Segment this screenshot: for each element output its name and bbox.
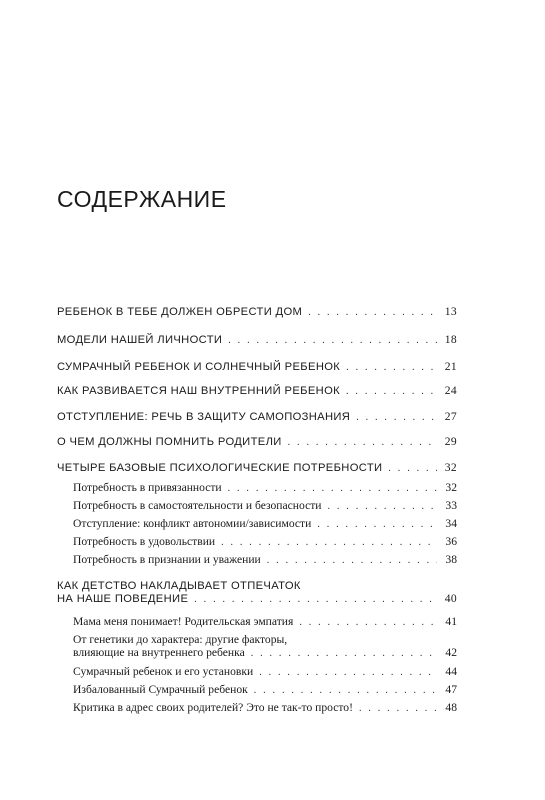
toc-entry-title: СУМРАЧНЫЙ РЕБЕНОК И СОЛНЕЧНЫЙ РЕБЕНОК <box>57 361 341 373</box>
toc-entry[interactable] <box>57 360 457 373</box>
toc-subentry[interactable] <box>73 683 457 696</box>
leader-dots <box>221 537 437 548</box>
toc-subentry[interactable] <box>73 535 457 548</box>
leader-dots <box>288 437 437 448</box>
toc-subentry[interactable] <box>73 701 457 714</box>
toc-entry-page: 33 <box>445 499 457 512</box>
toc-entry-title: О ЧЕМ ДОЛЖНЫ ПОМНИТЬ РОДИТЕЛИ <box>57 436 282 448</box>
toc-subentry-title: Отступление: конфликт автономии/зависимости <box>73 517 312 530</box>
toc-entry-page: 29 <box>444 435 457 448</box>
leader-dots <box>194 594 437 605</box>
leader-dots <box>359 703 437 714</box>
toc-entry-title-line2: НА НАШЕ ПОВЕДЕНИЕ <box>57 593 189 605</box>
toc-subentry-title: Потребность в привязанности <box>73 481 222 494</box>
toc-subentry-title: Потребность в удовольствии <box>73 535 216 548</box>
leader-dots <box>328 501 438 512</box>
toc-subentry-title: Критика в адрес своих родителей? Это не так-то просто! <box>73 701 353 714</box>
leader-dots <box>228 483 437 494</box>
leader-dots <box>346 386 437 397</box>
toc-subentry-title: Потребность в признании и уважении <box>73 553 261 566</box>
toc-entry-page: 47 <box>445 683 457 696</box>
toc-subentry[interactable] <box>73 665 457 678</box>
toc-entry-page: 36 <box>445 535 457 548</box>
toc-entry-page: 18 <box>444 333 457 346</box>
toc-subentry-title: Потребность в самостоятельности и безопасности <box>73 499 322 512</box>
toc-subentry-title-line1: От генетики до характера: другие факторы, <box>73 633 288 646</box>
leader-dots <box>308 307 437 318</box>
toc-entry-page: 40 <box>444 592 457 605</box>
toc-entry-page: 32 <box>444 461 457 474</box>
toc-entry[interactable] <box>57 580 457 605</box>
toc-entry-page: 21 <box>444 360 457 373</box>
toc-entry-page: 38 <box>445 553 457 566</box>
toc-entry[interactable] <box>57 384 457 397</box>
toc-subentry-title: Избалованный Сумрачный ребенок <box>73 683 248 696</box>
leader-dots <box>267 555 437 566</box>
toc-entry-title-line1: КАК ДЕТСТВО НАКЛАДЫВАЕТ ОТПЕЧАТОК <box>57 580 301 592</box>
toc-subentry[interactable] <box>73 481 457 494</box>
toc-subentry-title-line2: влияющие на внутреннего ребенка <box>73 646 245 659</box>
toc-entry[interactable] <box>57 461 457 474</box>
leader-dots <box>356 412 437 423</box>
leader-dots <box>299 617 437 628</box>
toc-subentry-title: Мама меня понимает! Родительская эмпатия <box>73 615 294 628</box>
toc-entry-page: 13 <box>444 305 457 318</box>
toc-entry-title: КАК РАЗВИВАЕТСЯ НАШ ВНУТРЕННИЙ РЕБЕНОК <box>57 385 341 397</box>
leader-dots <box>388 463 437 474</box>
toc-entry-page: 48 <box>445 701 457 714</box>
leader-dots <box>251 648 437 659</box>
toc-entry-title: РЕБЕНОК В ТЕБЕ ДОЛЖЕН ОБРЕСТИ ДОМ <box>57 306 303 318</box>
leader-dots <box>259 667 437 678</box>
toc-entry-page: 24 <box>444 384 457 397</box>
toc-subentry[interactable] <box>73 517 457 530</box>
toc-entry-page: 27 <box>444 410 457 423</box>
toc-subentry[interactable] <box>73 633 457 659</box>
leader-dots <box>228 335 437 346</box>
toc-subentry-title: Сумрачный ребенок и его установки <box>73 665 254 678</box>
leader-dots <box>254 685 437 696</box>
toc-entry-title: ЧЕТЫРЕ БАЗОВЫЕ ПСИХОЛОГИЧЕСКИЕ ПОТРЕБНОСТИ <box>57 462 383 474</box>
toc-entry[interactable] <box>57 333 457 346</box>
toc-subentry[interactable] <box>73 553 457 566</box>
toc-entry-page: 42 <box>445 646 457 659</box>
toc-entry-page: 44 <box>445 665 457 678</box>
toc-subentry[interactable] <box>73 499 457 512</box>
toc-entry-title: МОДЕЛИ НАШЕЙ ЛИЧНОСТИ <box>57 334 223 346</box>
toc-entry-page: 34 <box>445 517 457 530</box>
page-title: СОДЕРЖАНИЕ <box>57 186 227 212</box>
toc-entry[interactable] <box>57 305 457 318</box>
toc-entry[interactable] <box>57 410 457 423</box>
toc-entry-page: 32 <box>445 481 457 494</box>
toc-entry[interactable] <box>57 435 457 448</box>
leader-dots <box>317 519 437 530</box>
leader-dots <box>346 362 437 373</box>
toc-subentry[interactable] <box>73 615 457 628</box>
toc-entry-page: 41 <box>445 615 457 628</box>
toc-entry-title: ОТСТУПЛЕНИЕ: РЕЧЬ В ЗАЩИТУ САМОПОЗНАНИЯ <box>57 411 351 423</box>
